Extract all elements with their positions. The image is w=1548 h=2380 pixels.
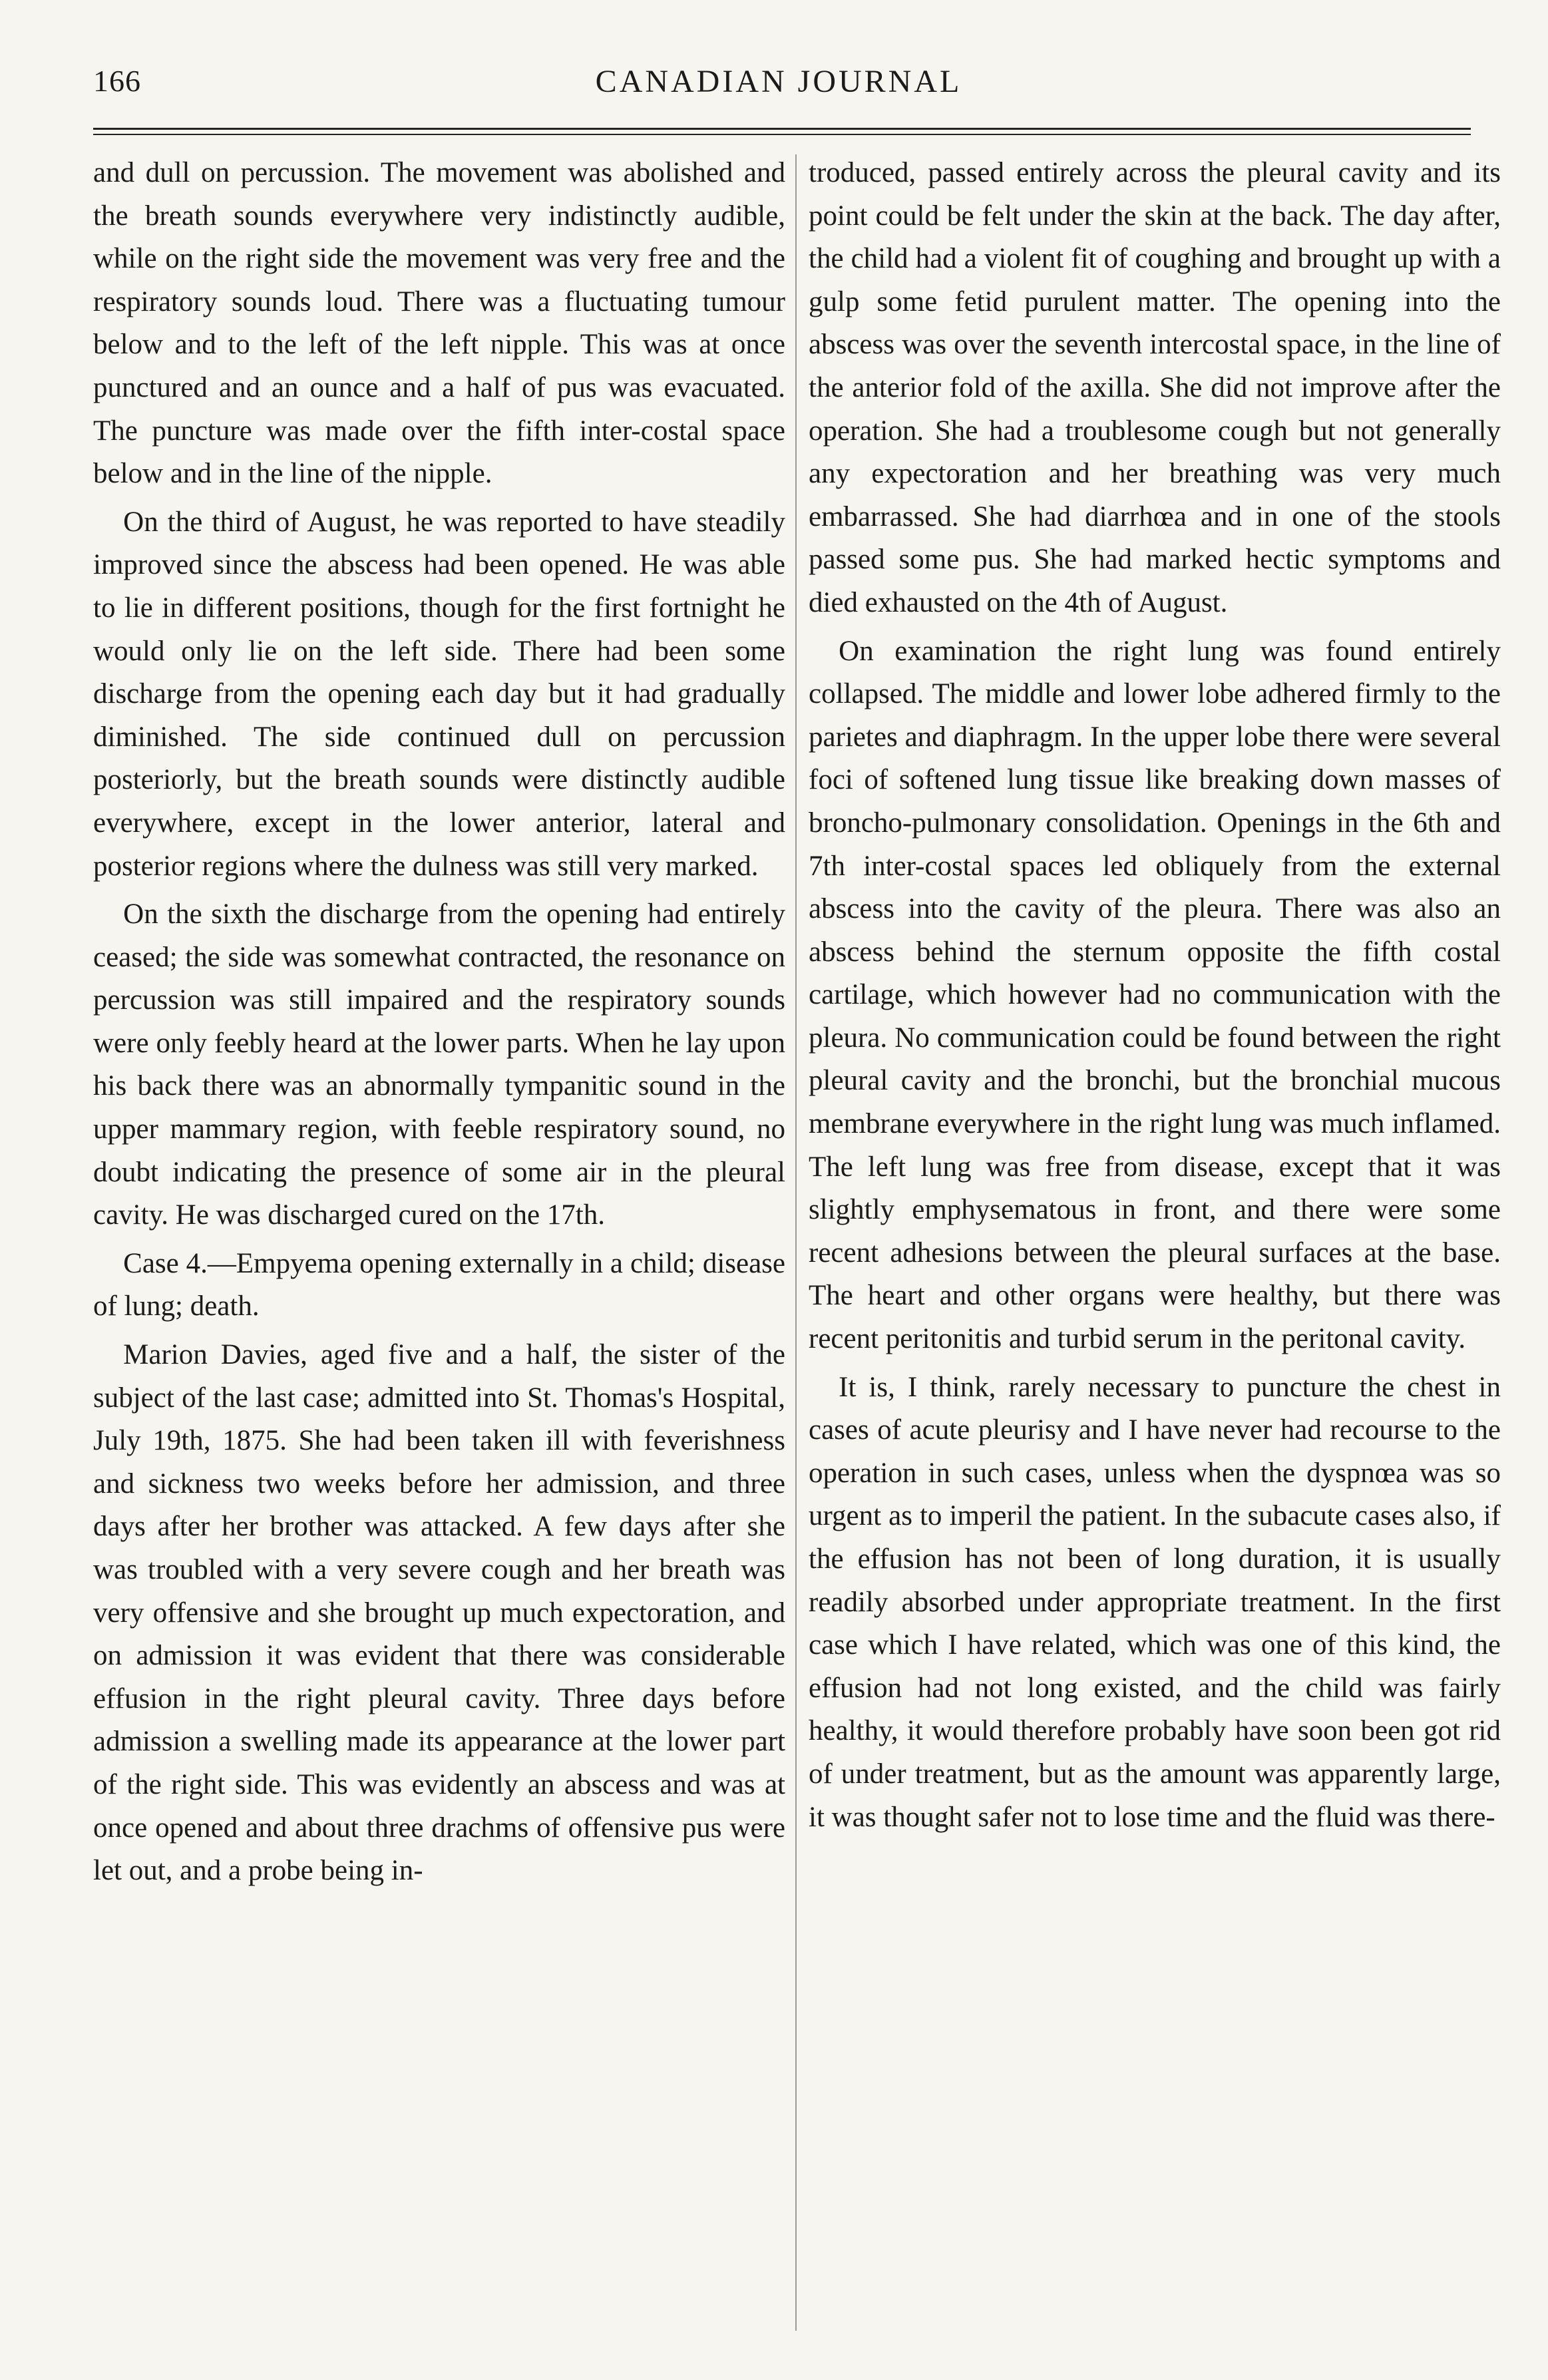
page-number: 166	[93, 64, 141, 98]
right-paragraph-2: On examination the right lung was found entirely collapsed. The middle and lower lobe adhered firmly to the parietes and diaphragm. In the upper lobe there were several foci of softened lung tissue like breaking down masses of broncho-pulmonary consolidation. Openings in the 6th and 7th inter-costal spaces led obliquely from the external abscess into the cavity of the pleura. There was also an abscess behind the sternum opposite the fifth costal cartilage, which however had no communication with the pleura. No communication could be found between the right pleural cavity and the bronchi, but the bronchial mucous membrane everywhere in the right lung was much inflamed. The left lung was free from disease, except that it was slightly emphysematous in front, and there were some recent adhesions between the pleural surfaces at the base. The heart and other organs were healthy, but there was recent peritonitis and turbid serum in the peritonal cavity.	[809, 635, 1501, 1355]
column-divider	[795, 154, 797, 2331]
left-paragraph-3: On the sixth the discharge from the opening had entirely ceased; the side was somewhat contracted, the resonance on percussion was still impaired and the respiratory sounds were only feebly heard at the lower parts. When he lay upon his back there was an abnormally tympanitic sound in the upper mammary region, with feeble respiratory sound, no doubt indicating the presence of some air in the pleural cavity. He was discharged cured on the 17th.	[93, 898, 785, 1231]
case-heading: Case 4.—Empyema opening externally in a child; disease of lung; death.	[93, 1247, 785, 1322]
left-paragraph-1: and dull on percussion. The movement was abolished and the breath sounds everywhere very indistinctly audible, while on the right side the movement was very free and the respiratory sounds loud. There was a fluctuating tumour below and to the left of the left nipple. This was at once punctured and an ounce and a half of pus was evacuated. The puncture was made over the fifth inter-costal space below and in the line of the nipple.	[93, 157, 785, 490]
header-rule-top	[93, 128, 1471, 130]
page-header	[93, 63, 1464, 116]
left-paragraph-5: Marion Davies, aged five and a half, the sister of the subject of the last case; admitted into St. Thomas's Hospital, July 19th, 1875. She had been taken ill with feverishness and sickness two weeks before her admission, and three days after her brother was attacked. A few days after she was troubled with a very severe cough and her breath was very offensive and she brought up much expectoration, and on admission it was evident that there was considerable effusion in the right pleural cavity. Three days before admission a swelling made its appearance at the lower part of the right side. This was evidently an abscess and was at once opened and about three drachms of offensive pus were let out, and a probe being in-	[93, 1339, 785, 1887]
right-paragraph-3: It is, I think, rarely necessary to puncture the chest in cases of acute pleurisy and I have never had recourse to the operation in such cases, unless when the dyspnœa was so urgent as to imperil the patient. In the subacute cases also, if the effusion has not been of long duration, it is usually readily absorbed under appropriate treatment. In the first case which I have related, which was one of this kind, the effusion had not long existed, and the child was fairly healthy, it would therefore probably have soon been got rid of under treatment, but as the amount was apparently large, it was thought safer not to lose time and the fluid was there-	[809, 1371, 1501, 1833]
right-paragraph-1: troduced, passed entirely across the pleural cavity and its point could be felt under the skin at the back. The day after, the child had a violent fit of coughing and brought up with a gulp some fetid purulent matter. The opening into the abscess was over the seventh intercostal space, in the line of the anterior fold of the axilla. She did not improve after the operation. She had a troublesome cough but not generally any expectoration and her breathing was very much embarrassed. She had diarrhœa and in one of the stools passed some pus. She had marked hectic symptoms and died exhausted on the 4th of August.	[809, 157, 1501, 618]
left-column	[93, 152, 785, 1898]
header-rule-bottom	[93, 134, 1471, 135]
right-column	[809, 152, 1501, 1844]
journal-title: CANADIAN JOURNAL	[595, 64, 962, 99]
left-paragraph-2: On the third of August, he was reported to have steadily improved since the abscess had been opened. He was able to lie in different positions, though for the first fortnight he would only lie on the left side. There had been some discharge from the opening each day but it had gradually diminished. The side continued dull on percussion posteriorly, but the breath sounds were distinctly audible everywhere, except in the lower anterior, lateral and posterior regions where the dulness was still very marked.	[93, 506, 785, 882]
